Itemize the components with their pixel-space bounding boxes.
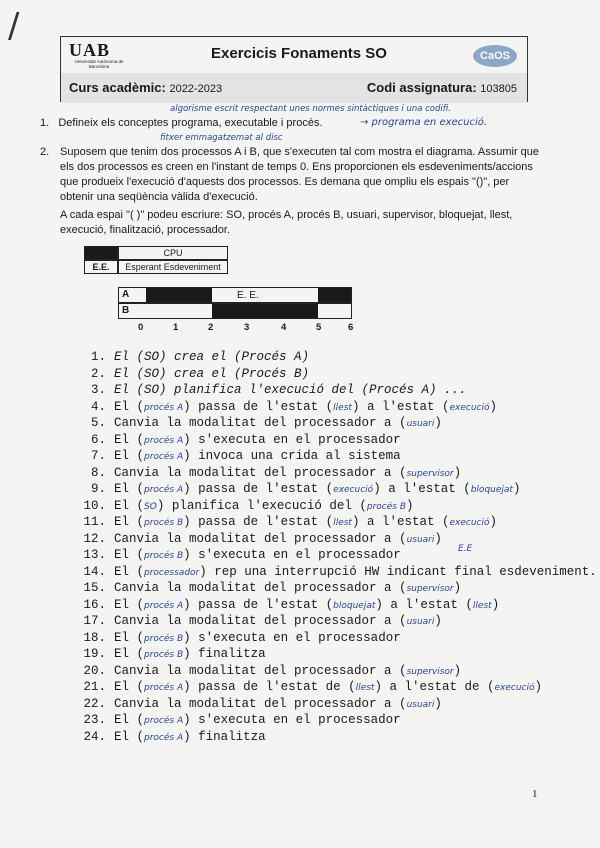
legend-ee-swatch: E.E. [84,260,118,274]
uab-logo: UAB [69,40,111,60]
line-text: El ( [114,449,145,463]
answer-fill[interactable]: procés B [144,633,184,644]
sequence-line [70,664,461,680]
line-text: ) s'executa en el processador [183,630,401,645]
caos-logo: CaOS [473,45,517,67]
line-text: ) a l'estat ( [351,399,450,414]
handwriting-proces: → programa en execució. [360,117,488,128]
line-text: ) [453,465,462,480]
answer-fill[interactable]: procés B [366,501,406,512]
line-number: 5. [90,416,106,430]
answer-fill[interactable]: llest [333,402,352,413]
answer-fill[interactable]: procés B [144,650,184,660]
line-text: Canvia la modalitat del processador a ( [114,416,407,430]
line-text: Canvia la modalitat del processador a ( [114,465,407,480]
line-number: 1. [90,350,106,364]
line-text: ) invoca una crida al sistema [183,449,401,463]
line-text: ) a l'estat ( [351,515,450,529]
line-text: ) s'executa en el processador [183,548,401,562]
bar-a-cpu-2 [318,288,351,302]
line-text: El ( [114,432,145,447]
line-text: El (SO) crea el (Procés A) [114,350,310,364]
line-text: ) planifica l'execució del ( [156,498,367,513]
answer-fill[interactable]: execució [449,518,490,528]
answer-fill[interactable]: procés A [144,716,184,726]
line-number: 4. [90,399,106,414]
line-number: 23. [83,713,106,727]
answer-fill[interactable]: procés B [144,551,184,561]
line-text: Canvia la modalitat del processador a ( [114,696,407,711]
line-number: 12. [83,531,106,546]
line-text: El (SO) crea el (Procés B) [114,366,310,381]
sequence-line [70,581,461,597]
sequence-line [70,515,497,531]
line-number: 18. [83,630,106,645]
line-text: El ( [114,482,145,496]
sequence-line [70,730,266,746]
line-number: 17. [83,614,106,628]
line-text: El ( [114,548,145,562]
line-text: El ( [114,713,145,727]
answer-fill[interactable]: processador [144,567,200,578]
answer-fill[interactable]: procés A [144,732,184,743]
page-number: 1 [532,788,538,800]
answer-fill[interactable]: execució [333,485,374,495]
sequence-line [70,383,467,399]
line-text: ) [453,663,462,678]
bar-b-cpu [212,304,318,318]
line-text: ) finalitza [183,729,266,744]
sequence-line [70,697,442,713]
answer-fill[interactable]: procés A [144,452,184,462]
line-text: ) [534,680,542,694]
legend-ee-label: Esperant Esdeveniment [118,260,228,274]
sequence-line [70,565,597,581]
answer-fill[interactable]: procés A [144,485,184,495]
handwriting-executable: fitxer emmagatzemat al disc [160,133,283,143]
row-label-b: B [122,305,130,316]
answer-fill[interactable]: execució [494,683,535,693]
margin-note: E.E [458,544,473,554]
answer-fill[interactable]: bloquejat [470,485,513,495]
line-text: ) a l'estat de ( [374,680,495,694]
line-text: ) passa de l'estat ( [183,515,334,529]
line-text: ) passa de l'estat ( [183,597,334,612]
line-text: ) [434,416,442,430]
line-text: ) a l'estat ( [373,482,471,496]
sequence-line [70,647,266,663]
answer-fill[interactable]: llest [355,683,375,693]
answer-fill[interactable]: procés A [144,402,184,413]
line-number: 21. [83,680,106,694]
legend-cpu-label: CPU [118,246,228,260]
course-year: Curs acadèmic: 2022-2023 [69,80,223,95]
answer-fill[interactable]: procés B [144,518,184,528]
line-text: ) [434,614,442,628]
answer-fill[interactable]: supervisor [406,666,454,677]
header-box [60,36,528,102]
line-text: ) passa de l'estat de ( [183,680,356,694]
line-text: ) passa de l'estat ( [183,399,334,414]
tick-2: 2 [208,322,214,333]
line-text: El ( [114,515,145,529]
page-title: Exercicis Fonaments SO [211,45,387,62]
line-text: ) s'executa en el processador [183,432,401,447]
answer-fill[interactable]: execució [449,402,490,413]
line-number: 7. [90,449,106,463]
line-number: 6. [90,432,106,447]
answer-fill[interactable]: bloquejat [333,600,376,611]
line-text: El ( [114,630,145,645]
line-number: 9. [90,482,106,496]
sequence-line [70,614,442,630]
line-text: Canvia la modalitat del processador a ( [114,614,407,628]
line-text: ) [489,515,498,529]
answer-fill[interactable]: supervisor [406,584,454,594]
label-a-ee: E. E. [237,290,259,301]
tick-0: 0 [138,322,144,333]
line-text: El ( [114,564,145,579]
line-text: El ( [114,647,145,661]
line-text: Canvia la modalitat del processador a ( [114,531,407,546]
sequence-line [70,416,442,432]
tick-1: 1 [173,322,179,333]
answer-fill[interactable]: procés A [144,683,184,693]
line-text: ) [489,399,497,414]
line-text: ) rep una interrupció HW indicant final esdeveniment. [199,564,597,579]
line-text: ) s'executa en el processador [183,713,401,727]
line-text: El (SO) planifica l'execució del (Procés A) ... [114,383,467,397]
handwriting-programa: algorisme escrit respectant unes normes sintàctiques i una codifi. [170,104,451,114]
line-text: ) a l'estat ( [375,597,473,612]
tick-5: 5 [316,322,322,333]
line-number: 20. [83,663,106,678]
sequence-line [70,532,442,548]
line-number: 8. [90,465,106,480]
answer-fill[interactable]: supervisor [406,468,454,479]
line-number: 2. [90,366,106,381]
sequence-line [70,631,401,647]
sequence-line [70,598,499,614]
line-text: ) finalitza [183,647,266,661]
line-text: ) [453,581,462,595]
uab-logo-subtitle: Universitat Autònoma de Barcelona [74,59,124,69]
sequence-line [70,367,309,383]
tick-3: 3 [244,322,250,333]
sequence-line [70,499,414,515]
sequence-line [70,350,309,366]
line-text: Canvia la modalitat del processador a ( [114,581,407,595]
line-text: El ( [114,680,145,694]
line-text: El ( [114,597,145,612]
line-number: 16. [83,597,106,612]
line-text: ) [434,696,442,711]
answer-fill[interactable]: llest [333,518,352,528]
question-1: 1. Defineix els conceptes programa, executable i procés. [40,117,323,129]
answer-fill[interactable]: usuari [406,617,435,627]
bar-a-cpu-1 [146,288,212,302]
line-number: 14. [83,564,106,579]
answer-fill[interactable]: procés A [144,435,184,446]
answer-fill[interactable]: procés A [144,600,184,611]
line-text: El ( [114,729,145,744]
line-number: 19. [83,647,106,661]
line-text: El ( [114,498,145,513]
sequence-line [70,713,401,729]
line-number: 11. [83,515,106,529]
line-text: ) [406,498,414,513]
tick-4: 4 [281,322,287,333]
row-label-a: A [122,289,130,300]
line-text: Canvia la modalitat del processador a ( [114,663,407,678]
line-number: 10. [83,498,106,513]
sequence-line [70,548,401,564]
line-number: 22. [83,696,106,711]
line-number: 3. [90,383,106,397]
answer-fill[interactable]: usuari [406,534,435,545]
line-text: ) [491,597,500,612]
legend-cpu-swatch [84,246,118,260]
question-2-options: A cada espai "( )" podeu escriure: SO, procés A, procés B, usuari, supervisor, bloquejat, llest, execució, finalització, processador. [60,209,513,236]
sequence-line [70,449,401,465]
line-text: ) [512,482,521,496]
tick-6: 6 [348,322,354,333]
answer-fill[interactable]: SO [144,501,157,512]
sequence-line [70,680,542,696]
pen-mark: / [8,6,20,46]
answer-fill[interactable]: llest [472,600,492,611]
subject-code: Codi assignatura: 103805 [366,80,517,95]
sequence-line [70,466,461,482]
line-number: 13. [83,548,106,562]
line-number: 24. [83,729,106,744]
sequence-line [70,482,520,498]
line-text: ) passa de l'estat ( [183,482,334,496]
line-number: 15. [83,581,106,595]
sequence-line [70,433,401,449]
answer-fill[interactable]: usuari [406,699,435,710]
line-text: ) [434,531,442,546]
answer-fill[interactable]: usuari [406,419,435,429]
question-2: 2. Suposem que tenim dos processos A i B, que s'executen tal com mostra el diagrama. Assumir que els dos processos es creen en l'instant de temps 0. Ens proporcionen els esdeveniments/accions que produeix l'execució d'aquests dos processos. Es demana que ompliu els espais "()", per obtenir una seqüència vàlida d'execució. [40,146,540,203]
timeline-ticks [138,322,368,334]
sequence-line [70,400,497,416]
line-text: El ( [114,399,145,414]
